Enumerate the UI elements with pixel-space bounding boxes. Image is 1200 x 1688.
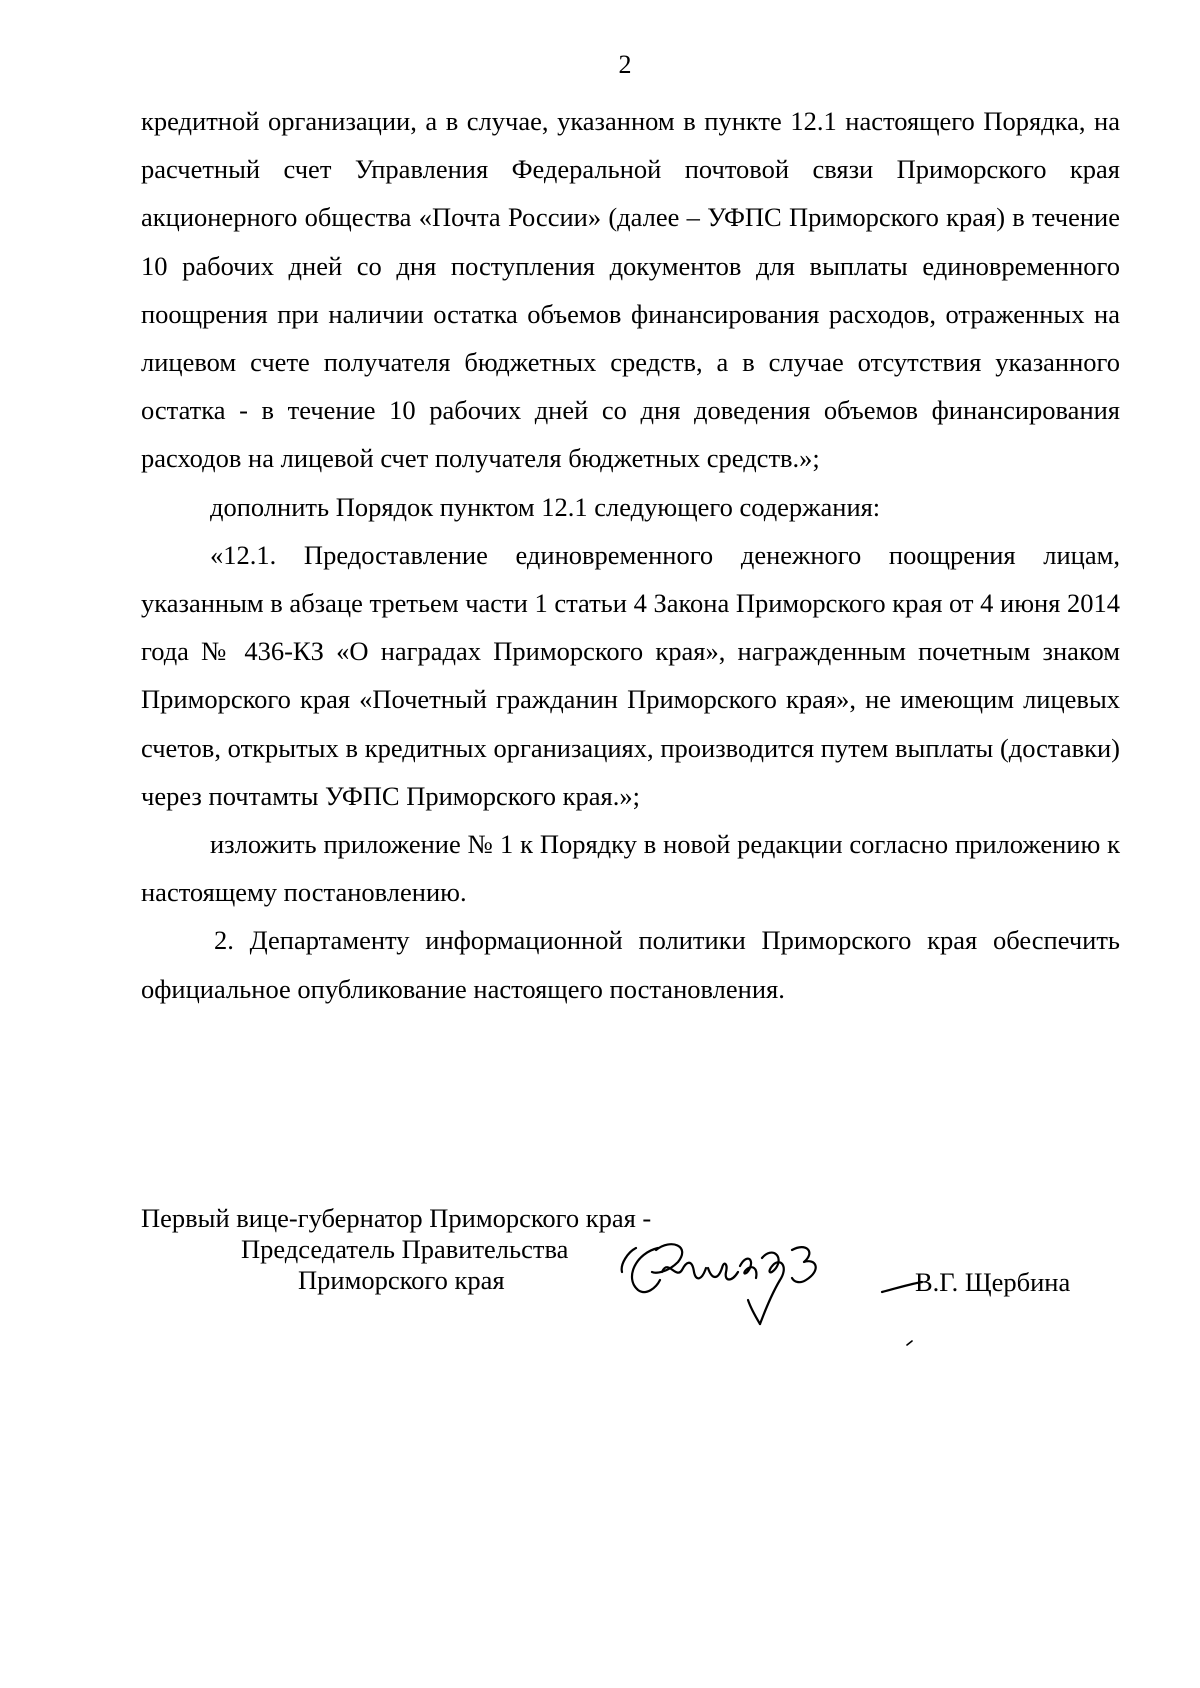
signer-name: В.Г. Щербина <box>915 1267 1071 1297</box>
paragraph-amendment-intro: дополнить Порядок пунктом 12.1 следующего содержания: <box>210 491 881 522</box>
handwritten-signature <box>616 1228 876 1338</box>
document-body <box>141 97 1120 1013</box>
paragraph-continuation: кредитной организации, а в случае, указанном в пункте 12.1 настоящего Порядка, на расчетный счет Управления Федеральной почтовой связи Приморского края акционерного общества «Почта России» (далее – УФПС Приморского края) в течение 10 рабочих дней со дня поступления документов для выплаты единовременного поощрения при наличии остатка объемов финансирования расходов, отраженных на лицевом счете получателя бюджетных средств, а в случае отсутствия указанного остатка - в течение 10 рабочих дней со дня доведения объемов финансирования расходов на лицевой счет получателя бюджетных средств.»; <box>141 106 1120 474</box>
signer-position-line-2: Председатель Правительства <box>241 1234 569 1264</box>
ink-speck <box>906 1340 914 1346</box>
signer-position-line-3: Приморского края <box>298 1265 505 1295</box>
page-number: 2 <box>618 50 632 79</box>
paragraph-item-2: 2. Департаменту информационной политики Приморского края обеспечить официальное опубликование настоящего постановления. <box>141 925 1120 1004</box>
paragraph-appendix: изложить приложение № 1 к Порядку в новой редакции согласно приложению к настоящему постановлению. <box>141 829 1120 908</box>
signer-position-line-1: Первый вице-губернатор Приморского края - <box>141 1203 652 1233</box>
paragraph-clause-12-1: «12.1. Предоставление единовременного денежного поощрения лицам, указанным в абзаце третьем части 1 статьи 4 Закона Приморского края от 4 июня 2014 года № 436-КЗ «О наградах Приморского края», награжденным почетным знаком Приморского края «Почетный гражданин Приморского края», не имеющим лицевых счетов, открытых в кредитных организациях, производится путем выплаты (доставки) через почтамты УФПС Приморского края.»; <box>141 539 1120 811</box>
